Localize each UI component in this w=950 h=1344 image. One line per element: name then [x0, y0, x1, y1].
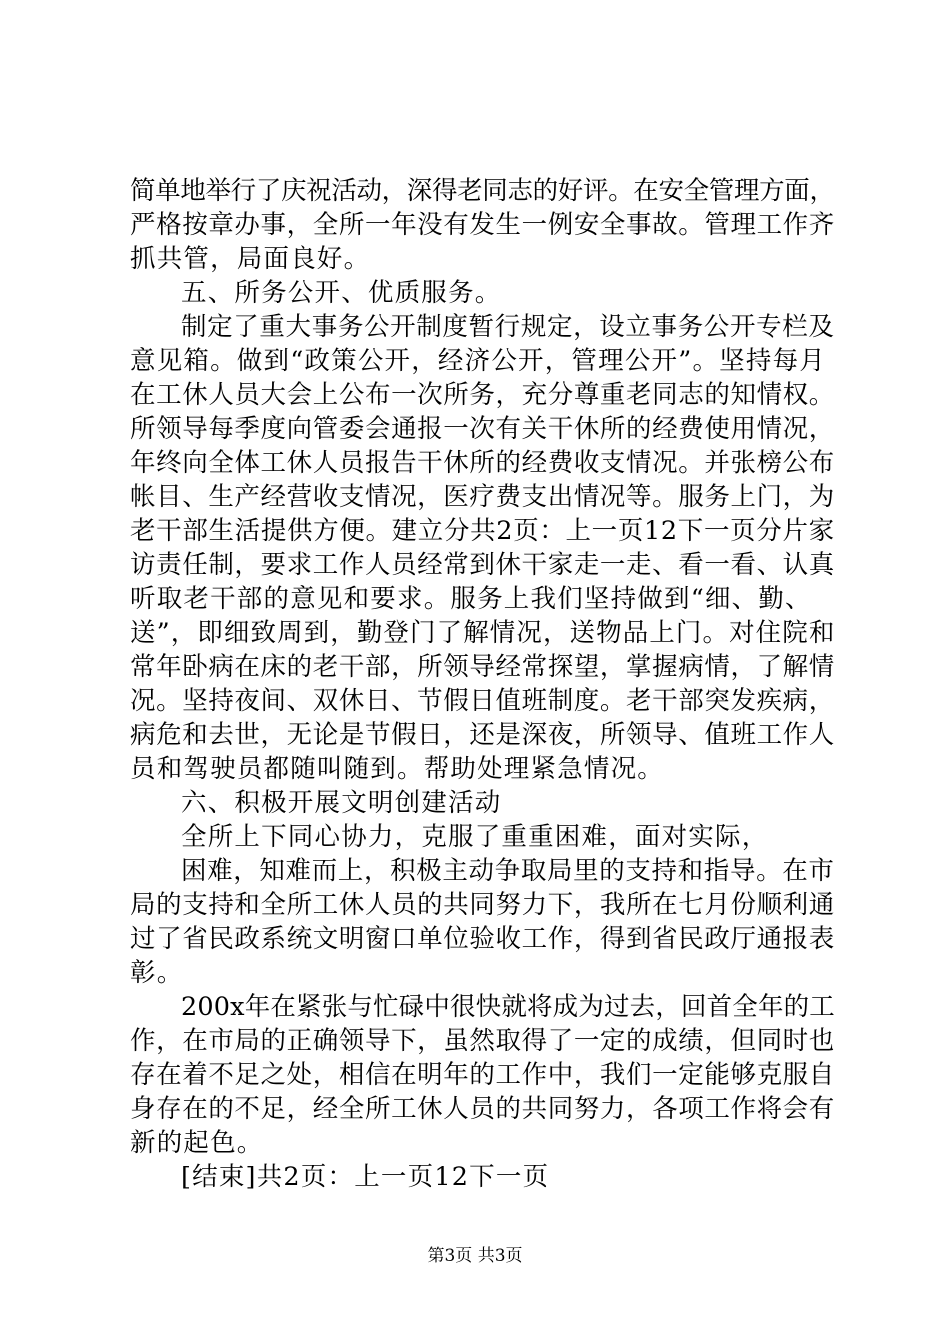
text-line: 意见箱。做到“政策公开，经济公开，管理公开”。坚持每月	[130, 346, 826, 376]
text-line: 员和驾驶员都随叫随到。帮助处理紧急情况。	[130, 754, 665, 784]
text-line: 彰。	[130, 958, 184, 988]
text-line: 抓共管，局面良好。	[130, 244, 371, 274]
text-line: 年终向全体工休人员报告干休所的经费收支情况。并张榜公布	[130, 448, 835, 478]
text-line: 访责任制，要求工作人员经常到休干家走一走、看一看、认真	[130, 550, 835, 580]
text-line: 送”，即细致周到，勤登门了解情况，送物品上门。对住院和	[130, 618, 836, 648]
text-line: 新的起色。	[130, 1128, 264, 1158]
text-line: 帐目、生产经营收支情况，医疗费支出情况等。服务上门，为	[130, 482, 835, 512]
text-line: 作，在市局的正确领导下，虽然取得了一定的成绩，但同时也	[130, 1026, 835, 1056]
text-line: 局的支持和全所工休人员的共同努力下，我所在七月份顺利通	[130, 890, 835, 920]
text-line: 况。坚持夜间、双休日、节假日值班制度。老干部突发疾病，	[130, 686, 835, 716]
text-line: 老干部生活提供方便。建立分共2页：上一页12下一页分片家	[130, 516, 835, 546]
text-line: 全所上下同心协力，克服了重重困难，面对实际，	[181, 822, 769, 852]
text-line: 在工休人员大会上公布一次所务，充分尊重老同志的知情权。	[130, 380, 835, 410]
text-line: 常年卧病在床的老干部，所领导经常探望，掌握病情，了解情	[130, 652, 835, 682]
text-line: 病危和去世，无论是节假日，还是深夜，所领导、值班工作人	[130, 720, 835, 750]
text-line: 身存在的不足，经全所工休人员的共同努力，各项工作将会有	[130, 1094, 835, 1124]
text-line: 过了省民政系统文明窗口单位验收工作，得到省民政厅通报表	[130, 924, 835, 954]
section-heading: 五、所务公开、优质服务。	[181, 278, 502, 308]
text-line: 所领导每季度向管委会通报一次有关干休所的经费使用情况，	[130, 414, 835, 444]
text-line: 困难，知难而上，积极主动争取局里的支持和指导。在市	[181, 856, 835, 886]
text-line: 制定了重大事务公开制度暂行规定，设立事务公开专栏及	[181, 312, 835, 342]
text-line: 简单地举行了庆祝活动，深得老同志的好评。在安全管理方面，	[130, 176, 835, 206]
text-line: [结束]共2页：上一页12下一页	[181, 1162, 550, 1192]
page-number-footer: 第3页 共3页	[427, 1246, 523, 1266]
text-line: 200x年在紧张与忙碌中很快就将成为过去，回首全年的工	[181, 992, 835, 1022]
text-line: 存在着不足之处，相信在明年的工作中，我们一定能够克服自	[130, 1060, 835, 1090]
text-line: 严格按章办事，全所一年没有发生一例安全事故。管理工作齐	[130, 210, 835, 240]
section-heading: 六、积极开展文明创建活动	[181, 788, 502, 818]
text-line: 听取老干部的意见和要求。服务上我们坚持做到“细、勤、	[130, 584, 812, 614]
